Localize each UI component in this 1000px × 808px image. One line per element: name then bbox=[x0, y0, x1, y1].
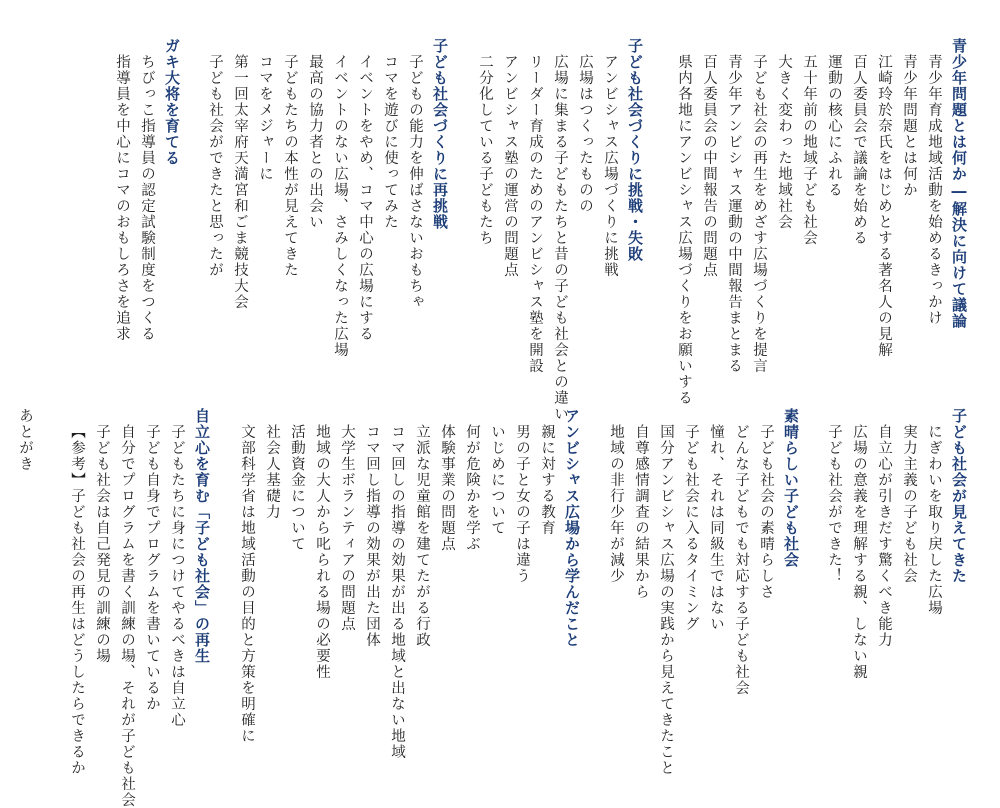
toc-item: 地域の大人から叱られる場の必要性 bbox=[314, 424, 330, 680]
toc-item: 子ども社会ができた！ bbox=[826, 424, 842, 584]
toc-item: リーダー育成のためのアンビシャス塾を開設 bbox=[527, 54, 543, 374]
section-heading: 子ども社会づくりに挑戦・失敗 bbox=[626, 38, 644, 262]
toc-item: 自尊感情調査の結果から bbox=[633, 424, 649, 600]
toc-item: 立派な児童館を建てたがる行政 bbox=[414, 424, 430, 648]
toc-item: 子ども社会は自己発見の訓練の場 bbox=[94, 424, 110, 664]
toc-item: 地域の非行少年が減少 bbox=[608, 424, 624, 584]
toc-item: 自立心が引きだす驚くべき能力 bbox=[876, 424, 892, 648]
toc-item: 百人委員会の中間報告の問題点 bbox=[701, 54, 717, 278]
toc-item: コマを遊びに使ってみた bbox=[382, 54, 398, 230]
toc-item: 自分でプログラムを書く訓練の場、それが子ども社会 bbox=[119, 424, 135, 808]
section-heading: 子ども社会が見えてきた bbox=[950, 408, 968, 584]
toc-item: 子どもたちの本性が見えてきた bbox=[282, 54, 298, 278]
toc-item: 体験事業の問題点 bbox=[439, 424, 455, 552]
toc-item: 国分アンビシャス広場の実践から見えてきたこと bbox=[658, 424, 674, 776]
toc-item: イベントのない広場、さみしくなった広場 bbox=[332, 54, 348, 358]
section-heading: 素晴らしい子ども社会 bbox=[782, 408, 800, 568]
toc-item: アンビシャス広場づくりに挑戦 bbox=[602, 54, 618, 278]
toc-item: 子どもたちに身につけてやるべきは自立心 bbox=[169, 424, 185, 728]
section-heading: アンビシャス広場から学んだこと bbox=[563, 408, 581, 648]
toc-item: ちびっこ指導員の認定試験制度をつくる bbox=[139, 54, 155, 342]
toc-item: コマをメジャーに bbox=[257, 54, 273, 182]
toc-item: 最高の協力者との出会い bbox=[307, 54, 323, 230]
toc-item: 男の子と女の子は違う bbox=[514, 424, 530, 584]
toc-item: にぎわいを取り戻した広場 bbox=[926, 424, 942, 616]
toc-item: 大学生ボランティアの問題点 bbox=[339, 424, 355, 632]
toc-item: 二分化している子どもたち bbox=[477, 54, 493, 246]
toc-reference-note: 【参考】子ども社会の再生はどうしたらできるか bbox=[69, 424, 85, 776]
section-heading: 自立心を育む「子ども社会」の再生 bbox=[193, 408, 211, 664]
section-heading: 子ども社会づくりに再挑戦 bbox=[431, 38, 449, 230]
toc-item: イベントをやめ、コマ中心の広場にする bbox=[357, 54, 373, 342]
toc-item: 子どもの能力を伸ばさないおもちゃ bbox=[407, 54, 423, 310]
toc-item: 実力主義の子ども社会 bbox=[901, 424, 917, 584]
toc-item: 憧れ、それは同級生ではない bbox=[708, 424, 724, 632]
toc-item: アンビシャス塾の運営の問題点 bbox=[502, 54, 518, 278]
toc-item: 運動の核心にふれる bbox=[826, 54, 842, 198]
toc-item: 文部科学省は地域活動の目的と方策を明確に bbox=[239, 424, 255, 744]
toc-item: 子ども社会に入るタイミング bbox=[683, 424, 699, 632]
toc-item: 百人委員会で議論を始める bbox=[851, 54, 867, 246]
toc-item: コマ回しの指導の効果が出る地域と出ない地域 bbox=[389, 424, 405, 760]
toc-item: いじめについて bbox=[489, 424, 505, 536]
toc-band-bottom bbox=[0, 408, 1000, 808]
toc-item: 広場に集まる子どもたちと昔の子ども社会との違い bbox=[552, 54, 568, 422]
toc-item: 社会人基礎力 bbox=[264, 424, 280, 520]
toc-item: 青少年問題とは何か bbox=[901, 54, 917, 198]
toc-item: 子ども社会の素晴らしさ bbox=[758, 424, 774, 600]
toc-item: 大きく変わった地域社会 bbox=[776, 54, 792, 230]
toc-item: 第一回太宰府天満宮和ごま競技大会 bbox=[232, 54, 248, 310]
toc-item: 青少年アンビシャス運動の中間報告まとまる bbox=[726, 54, 742, 374]
toc-item: 指導員を中心にコマのおもしろさを追求 bbox=[114, 54, 130, 342]
section-heading: 青少年問題とは何か―解決に向けて議論 bbox=[950, 38, 968, 329]
toc-item: 活動資金について bbox=[289, 424, 305, 552]
toc-item: 何が危険かを学ぶ bbox=[464, 424, 480, 552]
section-heading: ガキ大将を育てる bbox=[163, 38, 181, 166]
toc-item: 江崎玲於奈氏をはじめとする著名人の見解 bbox=[876, 54, 892, 358]
toc-item: 親に対する教育 bbox=[539, 424, 555, 536]
toc-item: コマ回し指導の効果が出た団体 bbox=[364, 424, 380, 648]
toc-item: 子ども社会ができたと思ったが bbox=[207, 54, 223, 278]
toc-item: 子ども社会の再生をめざす広場づくりを提言 bbox=[751, 54, 767, 374]
toc-item: 青少年育成地域活動を始めるきっかけ bbox=[926, 54, 942, 326]
toc-item: 五十年前の地域子ども社会 bbox=[801, 54, 817, 246]
toc-item: 県内各地にアンビシャス広場づくりをお願いする bbox=[676, 54, 692, 406]
toc-item: どんな子どもでも対応する子ども社会 bbox=[733, 424, 749, 696]
toc-item: 広場の意義を理解する親、しない親 bbox=[851, 424, 867, 680]
toc-band-top bbox=[0, 38, 1000, 422]
afterword-item: あとがき bbox=[17, 408, 33, 472]
toc-item: 広場はつくったものの bbox=[577, 54, 593, 214]
toc-item: 子ども自身でプログラムを書いているか bbox=[144, 424, 160, 712]
